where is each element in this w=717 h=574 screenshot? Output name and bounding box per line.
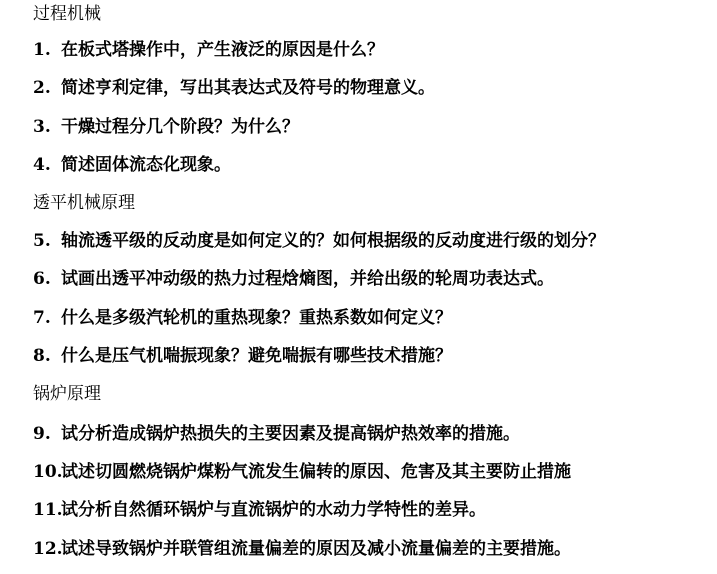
question-text: 轴流透平级的反动度是如何定义的？如何根据级的反动度进行级的划分？ [61, 231, 605, 251]
question-text: 试述切圆燃烧锅炉煤粉气流发生偏转的原因、危害及其主要防止措施 [61, 462, 571, 482]
question-text: 试述导致锅炉并联管组流量偏差的原因及减小流量偏差的主要措施。 [61, 539, 571, 559]
question-number: 11. [33, 500, 63, 520]
question-text: 试分析造成锅炉热损失的主要因素及提高锅炉热效率的措施。 [61, 424, 520, 444]
question-item [33, 462, 571, 482]
question-item [33, 117, 299, 137]
question-text: 试画出透平冲动级的热力过程焓熵图，并给出级的轮周功表达式。 [61, 269, 554, 289]
question-number: 1. [33, 40, 51, 60]
question-number: 5. [33, 231, 51, 251]
question-item [33, 40, 384, 60]
question-text: 什么是压气机喘振现象？避免喘振有哪些技术措施？ [61, 346, 452, 366]
question-text: 简述固体流态化现象。 [61, 155, 231, 175]
question-text: 什么是多级汽轮机的重热现象？重热系数如何定义？ [61, 308, 452, 328]
question-text: 试分析自然循环锅炉与直流锅炉的水动力学特性的差异。 [61, 500, 486, 520]
question-item [33, 231, 605, 251]
question-number: 8. [33, 346, 51, 366]
question-number: 10. [33, 462, 63, 482]
question-number: 2. [33, 78, 51, 98]
question-item [33, 346, 452, 366]
question-number: 3. [33, 117, 51, 137]
question-item [33, 539, 571, 559]
question-item [33, 269, 554, 289]
question-item [33, 500, 486, 520]
question-text: 在板式塔操作中，产生液泛的原因是什么？ [61, 40, 384, 60]
section-title-turbomachinery: 透平机械原理 [33, 193, 135, 213]
question-item [33, 78, 435, 98]
question-item [33, 308, 452, 328]
question-text: 干燥过程分几个阶段？为什么？ [61, 117, 299, 137]
question-item [33, 155, 231, 175]
question-number: 7. [33, 308, 51, 328]
question-item [33, 424, 520, 444]
section-title-boiler-principles: 锅炉原理 [33, 384, 101, 404]
question-number: 12. [33, 539, 63, 559]
question-number: 4. [33, 155, 51, 175]
question-text: 简述亨利定律，写出其表达式及符号的物理意义。 [61, 78, 435, 98]
question-number: 6. [33, 269, 51, 289]
section-title-process-machinery: 过程机械 [33, 4, 101, 24]
question-number: 9. [33, 424, 51, 444]
